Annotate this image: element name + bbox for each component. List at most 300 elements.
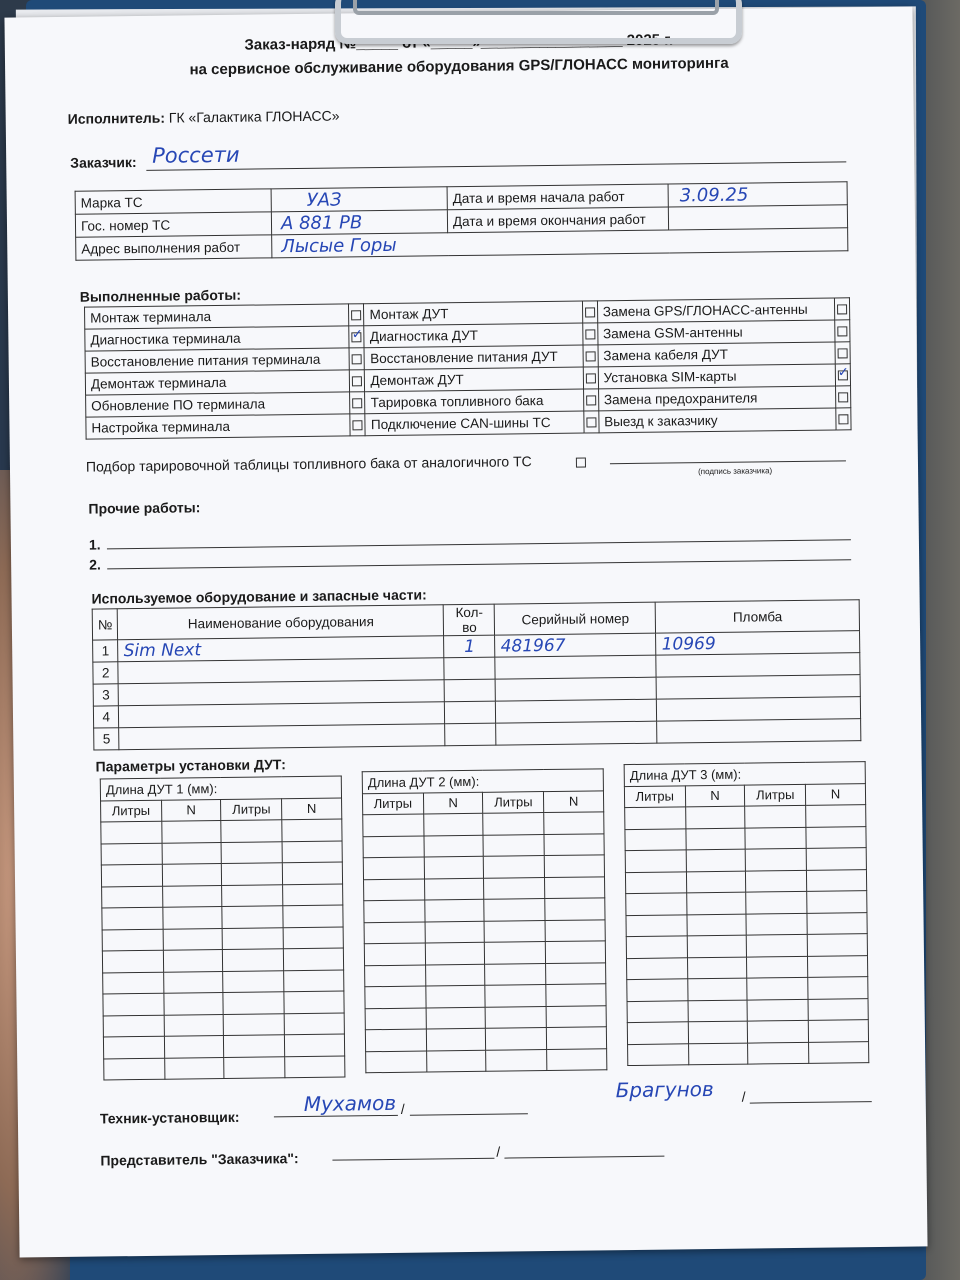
dut-cell[interactable] [163, 971, 223, 993]
dut-cell[interactable] [627, 979, 688, 1001]
work-checkbox-cell [350, 370, 365, 392]
dut-cell[interactable] [687, 957, 747, 979]
tariff-checkbox[interactable] [576, 458, 586, 468]
work-checkbox[interactable] [585, 352, 595, 362]
dut-cell[interactable] [746, 891, 807, 913]
dut-cell[interactable] [363, 814, 424, 836]
dut-cell[interactable] [425, 921, 485, 943]
dut-cell[interactable] [102, 929, 163, 951]
dut-cell[interactable] [224, 1013, 285, 1035]
dut-cell[interactable] [485, 920, 546, 942]
works-table [84, 297, 852, 439]
work-checkbox[interactable] [838, 349, 848, 359]
dut-cell[interactable] [545, 941, 605, 963]
rep-line2 [504, 1156, 664, 1159]
dut-row [364, 898, 605, 922]
work-label: Выезд к заказчику [599, 408, 837, 433]
work-label: Монтаж ДУТ [364, 301, 582, 326]
technician-signature2: Брагунов [615, 1077, 714, 1103]
dut-cell[interactable] [747, 999, 808, 1021]
work-checkbox[interactable] [838, 415, 848, 425]
dut-cell[interactable] [366, 1051, 427, 1073]
dut-cell[interactable] [486, 1049, 547, 1071]
dut-row [626, 934, 867, 958]
eq-header-num: № [92, 609, 118, 640]
dut-cell[interactable] [162, 906, 222, 928]
dut-cell[interactable] [544, 855, 604, 877]
dut-cell[interactable] [808, 998, 868, 1020]
dut-table-3 [624, 761, 870, 1066]
work-checkbox-cell [836, 408, 851, 430]
executor-label: Исполнитель: [67, 109, 166, 127]
dut-row [626, 891, 867, 915]
dut-cell[interactable] [224, 1056, 285, 1078]
other-line1 [107, 539, 851, 549]
dut-row [103, 1034, 344, 1058]
dut-cell[interactable] [807, 891, 867, 913]
dut-cell[interactable] [807, 912, 867, 934]
dut-cell[interactable] [627, 1022, 688, 1044]
dut-row [627, 1020, 868, 1044]
dut-cell[interactable] [687, 978, 747, 1000]
dut-cell[interactable] [101, 843, 162, 865]
work-checkbox[interactable] [352, 355, 362, 365]
header-line1: Заказ-наряд №_____ от «_____»_________________ 2025 г. [244, 31, 674, 54]
dut-cell[interactable] [546, 962, 606, 984]
equipment-cell: 2 [93, 662, 119, 684]
dut-cell[interactable] [807, 934, 867, 956]
dut-row [366, 1048, 607, 1072]
dut-cell[interactable] [284, 991, 344, 1013]
dut-cell[interactable] [423, 813, 483, 835]
dut-cell[interactable] [626, 893, 687, 915]
dut-cell[interactable] [282, 841, 342, 863]
dut-cell[interactable] [283, 948, 343, 970]
dut-table-2 [362, 768, 608, 1073]
dut-cell[interactable] [282, 819, 342, 841]
equipment-cell [496, 677, 657, 701]
dut-row [365, 984, 606, 1008]
dut-cell[interactable] [162, 842, 222, 864]
dut-cell[interactable] [483, 813, 544, 835]
dut-cell[interactable] [363, 857, 424, 879]
equipment-cell: 4 [93, 706, 119, 728]
dut-cell[interactable] [625, 871, 686, 893]
dut-cell[interactable] [687, 935, 747, 957]
dut-cell[interactable] [688, 1000, 748, 1022]
check-mark-icon: ✓ [351, 326, 363, 342]
work-label: Замена кабеля ДУТ [598, 342, 836, 367]
work-label: Восстановление питания ДУТ [365, 345, 583, 370]
work-checkbox[interactable] [586, 418, 596, 428]
dut-cell[interactable] [626, 914, 687, 936]
dut-row [627, 977, 868, 1001]
dut-col-header: N [543, 790, 603, 812]
work-label: Монтаж терминала [85, 304, 350, 329]
dut-cell[interactable] [101, 821, 162, 843]
equipment-cell: 5 [94, 728, 120, 750]
dut-cell[interactable] [282, 862, 342, 884]
dut-cell[interactable] [745, 827, 806, 849]
dut-cell[interactable] [484, 899, 545, 921]
dut-cell[interactable] [486, 1028, 547, 1050]
work-checkbox-cell [583, 367, 598, 389]
equipment-cell [119, 724, 445, 750]
dut-cell[interactable] [222, 863, 283, 885]
end-label: Дата и время окончания работ [447, 207, 668, 233]
dut-cell[interactable] [424, 878, 484, 900]
dut-cell[interactable] [544, 812, 604, 834]
dut-row [364, 941, 605, 965]
dut-cell[interactable] [103, 1015, 164, 1037]
dut-row [101, 862, 342, 886]
dut-row [364, 919, 605, 943]
dut-cell[interactable] [283, 927, 343, 949]
equipment-cell: 481967 [495, 633, 656, 657]
dut-row [363, 833, 604, 857]
dut-cell[interactable] [363, 836, 424, 858]
dut-cell[interactable] [364, 922, 425, 944]
equipment-cell [657, 719, 861, 743]
customer-signature-line [610, 460, 846, 464]
tech-line3 [750, 1101, 872, 1103]
work-label: Замена GSM-антенны [597, 320, 835, 345]
dut-row [365, 1005, 606, 1029]
equipment-cell [496, 699, 657, 723]
dut-cell[interactable] [163, 928, 223, 950]
dut-cell[interactable] [545, 898, 605, 920]
work-checkbox-cell [582, 301, 597, 323]
dut-cell[interactable] [224, 1035, 285, 1057]
dut-cell[interactable] [808, 955, 868, 977]
dut-length-label: Длина ДУТ 3 (мм): [624, 762, 865, 786]
plate-value: А 881 РВ [271, 210, 447, 235]
dut-cell[interactable] [364, 879, 425, 901]
work-checkbox-cell [583, 345, 598, 367]
dut-cell[interactable] [162, 885, 222, 907]
work-checkbox[interactable] [352, 311, 362, 321]
equipment-cell: 3 [93, 684, 119, 706]
dut-row [625, 869, 866, 893]
dut-cell[interactable] [161, 821, 221, 843]
dut-row [101, 841, 342, 865]
dut-cell[interactable] [485, 985, 546, 1007]
dut-cell[interactable] [222, 841, 283, 863]
dut-cell[interactable] [285, 1056, 345, 1078]
dut-cell[interactable] [688, 1043, 748, 1065]
work-checkbox[interactable] [585, 330, 595, 340]
work-label: Демонтаж ДУТ [365, 367, 583, 392]
dut-cell[interactable] [485, 963, 546, 985]
dut-cell[interactable] [103, 993, 164, 1015]
dut-table-1 [100, 776, 346, 1081]
dut-cell[interactable] [483, 834, 544, 856]
equipment-cell: 1 [444, 635, 495, 658]
customer-signature-caption: (подпись заказчика) [698, 466, 773, 477]
dut-cell[interactable] [364, 900, 425, 922]
dut-col-header: Литры [624, 785, 685, 807]
dut-cell[interactable] [284, 1034, 344, 1056]
dut-row [365, 1027, 606, 1051]
tech-line2 [410, 1113, 528, 1115]
dut-cell[interactable] [164, 1035, 224, 1057]
equipment-cell [656, 653, 860, 677]
dut-cell[interactable] [284, 970, 344, 992]
dut-cell[interactable] [626, 957, 687, 979]
work-checkbox[interactable] [352, 377, 362, 387]
dut-cell[interactable] [425, 985, 485, 1007]
dut-row [365, 962, 606, 986]
equipment-cell [495, 655, 656, 679]
dut-col-header: N [685, 785, 745, 807]
dut-cell[interactable] [425, 942, 485, 964]
work-label: Демонтаж терминала [85, 370, 350, 395]
dut-cell[interactable] [808, 1020, 868, 1042]
dut-row [103, 970, 344, 994]
dut-cell[interactable] [163, 992, 223, 1014]
work-label: Тарировка топливного бака [365, 389, 583, 414]
dut-cell[interactable] [365, 1029, 426, 1051]
equipment-cell: Sim Next [118, 636, 444, 662]
dut-row [102, 948, 343, 972]
dut-cell[interactable] [424, 899, 484, 921]
work-order-sheet [4, 6, 927, 1257]
equipment-cell [496, 721, 657, 745]
dut-cell[interactable] [164, 1014, 224, 1036]
dut-length-label: Длина ДУТ 1 (мм): [100, 776, 341, 800]
work-label: Настройка терминала [86, 414, 351, 439]
check-mark-icon: ✓ [837, 364, 849, 380]
work-checkbox-cell [835, 320, 850, 342]
dut-cell[interactable] [746, 848, 807, 870]
customer-label: Заказчик: [70, 153, 137, 171]
other-works-title: Прочие работы: [88, 499, 201, 517]
brand-label: Марка ТС [75, 189, 271, 214]
dut-cell[interactable] [686, 849, 746, 871]
dut-row [628, 1041, 869, 1065]
work-checkbox[interactable] [351, 326, 363, 343]
dut-row [102, 905, 343, 929]
dut-cell[interactable] [625, 828, 686, 850]
dut-cell[interactable] [426, 1050, 486, 1072]
dut-cell[interactable] [283, 905, 343, 927]
dut-cell[interactable] [627, 1000, 688, 1022]
dut-row [101, 819, 342, 843]
dut-cell[interactable] [806, 826, 866, 848]
dut-cell[interactable] [102, 886, 163, 908]
dut-cell[interactable] [484, 877, 545, 899]
dut-row [103, 991, 344, 1015]
dut-col-header: Литры [221, 798, 282, 820]
customer-line [146, 161, 846, 171]
dut-cell[interactable] [747, 956, 808, 978]
dut-cell[interactable] [748, 1020, 809, 1042]
dut-cell[interactable] [223, 927, 284, 949]
dut-cell[interactable] [746, 913, 807, 935]
dut-cell[interactable] [221, 820, 282, 842]
dut-cell[interactable] [102, 950, 163, 972]
work-checkbox[interactable] [586, 396, 596, 406]
equipment-cell: 1 [93, 640, 119, 662]
work-checkbox-cell [350, 348, 365, 370]
work-checkbox[interactable] [837, 327, 847, 337]
dut-cell[interactable] [104, 1058, 165, 1080]
dut-cell[interactable] [687, 914, 747, 936]
dut-cell[interactable] [424, 835, 484, 857]
dut-cell[interactable] [808, 977, 868, 999]
dut-cell[interactable] [748, 1042, 809, 1064]
work-checkbox[interactable] [837, 305, 847, 315]
dut-cell[interactable] [547, 1048, 607, 1070]
dut-cell[interactable] [365, 986, 426, 1008]
dut-cell[interactable] [806, 805, 866, 827]
customer-handwritten: Россети [152, 142, 240, 168]
eq-header-name: Наименование оборудования [118, 605, 444, 640]
dut-cell[interactable] [164, 1057, 224, 1079]
dut-col-header: Литры [483, 791, 544, 813]
dut-row [363, 855, 604, 879]
dut-row [626, 912, 867, 936]
dut-cell[interactable] [163, 949, 223, 971]
dut-cell[interactable] [746, 870, 807, 892]
dut-cell[interactable] [626, 936, 687, 958]
dut-cell[interactable] [747, 934, 808, 956]
work-checkbox[interactable] [353, 399, 363, 409]
start-label: Дата и время начала работ [447, 184, 668, 210]
dut-cell[interactable] [223, 970, 284, 992]
dut-cell[interactable] [685, 806, 745, 828]
dut-col-header: Литры [745, 784, 806, 806]
dut-cell[interactable] [688, 1021, 748, 1043]
work-checkbox-cell [583, 389, 598, 411]
work-label: Обновление ПО терминала [86, 392, 351, 417]
dut-col-header: Литры [101, 800, 162, 822]
dut-cell[interactable] [747, 977, 808, 999]
dut-cell[interactable] [223, 949, 284, 971]
dut-row [103, 1013, 344, 1037]
clipboard-clip [335, 0, 742, 44]
works-title: Выполненные работы: [79, 286, 242, 305]
dut-cell[interactable] [162, 864, 222, 886]
work-checkbox-cell [350, 392, 365, 414]
equipment-cell: 10969 [656, 631, 860, 655]
work-checkbox[interactable] [586, 374, 596, 384]
dut-cell[interactable] [546, 1005, 606, 1027]
dut-cell[interactable] [101, 864, 162, 886]
work-label: Замена предохранителя [598, 386, 836, 411]
dut-cell[interactable] [103, 1036, 164, 1058]
dut-cell[interactable] [685, 828, 745, 850]
dut-cell[interactable] [484, 856, 545, 878]
dut-cell[interactable] [686, 892, 746, 914]
work-label: Замена GPS/ГЛОНАСС-антенны [597, 298, 835, 323]
dut-cell[interactable] [625, 850, 686, 872]
dut-row [625, 848, 866, 872]
work-checkbox-cell [349, 304, 364, 326]
dut-row [102, 927, 343, 951]
dut-cell[interactable] [223, 992, 284, 1014]
eq-header-seal: Пломба [656, 600, 860, 633]
work-checkbox[interactable] [353, 421, 363, 431]
vehicle-table [75, 181, 849, 260]
executor-value: ГК «Галактика ГЛОНАСС» [168, 107, 340, 126]
work-checkbox-cell [584, 411, 599, 433]
brand-value: УАЗ [271, 187, 447, 212]
dut-cell[interactable] [425, 964, 485, 986]
dut-cell[interactable] [806, 869, 866, 891]
start-value: 3.09.25 [668, 182, 847, 207]
dut-cell[interactable] [222, 884, 283, 906]
dut-cell[interactable] [686, 871, 746, 893]
dut-col-header: N [161, 799, 221, 821]
dut-cell[interactable] [365, 965, 426, 987]
tech-slash2: / [741, 1088, 746, 1105]
work-checkbox-cell [349, 326, 364, 348]
dut-row [102, 884, 343, 908]
dut-cell[interactable] [546, 1027, 606, 1049]
dut-cell[interactable] [625, 807, 686, 829]
work-label: Подключение CAN-шины ТС [365, 411, 583, 436]
address-value: Лысые Горы [272, 228, 848, 258]
work-checkbox-cell [835, 342, 850, 364]
equipment-cell [445, 701, 496, 724]
equipment-cell [444, 657, 495, 680]
dut-cell[interactable] [103, 972, 164, 994]
rep-line1 [332, 1158, 494, 1161]
dut-cell[interactable] [426, 1028, 486, 1050]
work-checkbox[interactable] [585, 308, 595, 318]
technician-signature1: Мухамов [303, 1090, 397, 1117]
eq-header-qty: Кол-во [444, 604, 495, 636]
plate-label: Гос. номер ТС [75, 212, 271, 237]
dut-length-label: Длина ДУТ 2 (мм): [362, 769, 603, 793]
dut-cell[interactable] [546, 984, 606, 1006]
dut-cell[interactable] [745, 805, 806, 827]
work-checkbox[interactable] [837, 364, 849, 381]
tech-slash1: / [400, 1100, 405, 1117]
equipment-table [92, 599, 862, 750]
dut-cell[interactable] [486, 1006, 547, 1028]
equipment-cell [657, 675, 861, 699]
equipment-cell [657, 697, 861, 721]
dut-row [626, 955, 867, 979]
equipment-cell [445, 679, 496, 702]
dut-cell[interactable] [283, 884, 343, 906]
work-checkbox[interactable] [838, 393, 848, 403]
dut-cell[interactable] [545, 919, 605, 941]
dut-cell[interactable] [222, 906, 283, 928]
dut-cell[interactable] [426, 1007, 486, 1029]
header-line2: на сервисное обслуживание оборудования GPS/ГЛОНАСС мониторинга [189, 54, 729, 79]
tariff-label: Подбор тарировочной таблицы топливного бака от аналогичного ТС [85, 453, 532, 475]
dut-cell[interactable] [284, 1013, 344, 1035]
dut-cell[interactable] [485, 942, 546, 964]
equipment-cell [445, 723, 496, 746]
dut-cell[interactable] [102, 907, 163, 929]
dut-cell[interactable] [809, 1041, 869, 1063]
dut-cell[interactable] [424, 856, 484, 878]
dut-cell[interactable] [806, 848, 866, 870]
dut-cell[interactable] [628, 1043, 689, 1065]
dut-title: Параметры установки ДУТ: [95, 756, 286, 775]
work-label: Диагностика ДУТ [364, 323, 582, 348]
end-value [668, 205, 847, 230]
work-label: Диагностика терминала [85, 326, 350, 351]
dut-cell[interactable] [545, 876, 605, 898]
dut-cell[interactable] [365, 1008, 426, 1030]
dut-cell[interactable] [544, 833, 604, 855]
dut-cell[interactable] [364, 943, 425, 965]
